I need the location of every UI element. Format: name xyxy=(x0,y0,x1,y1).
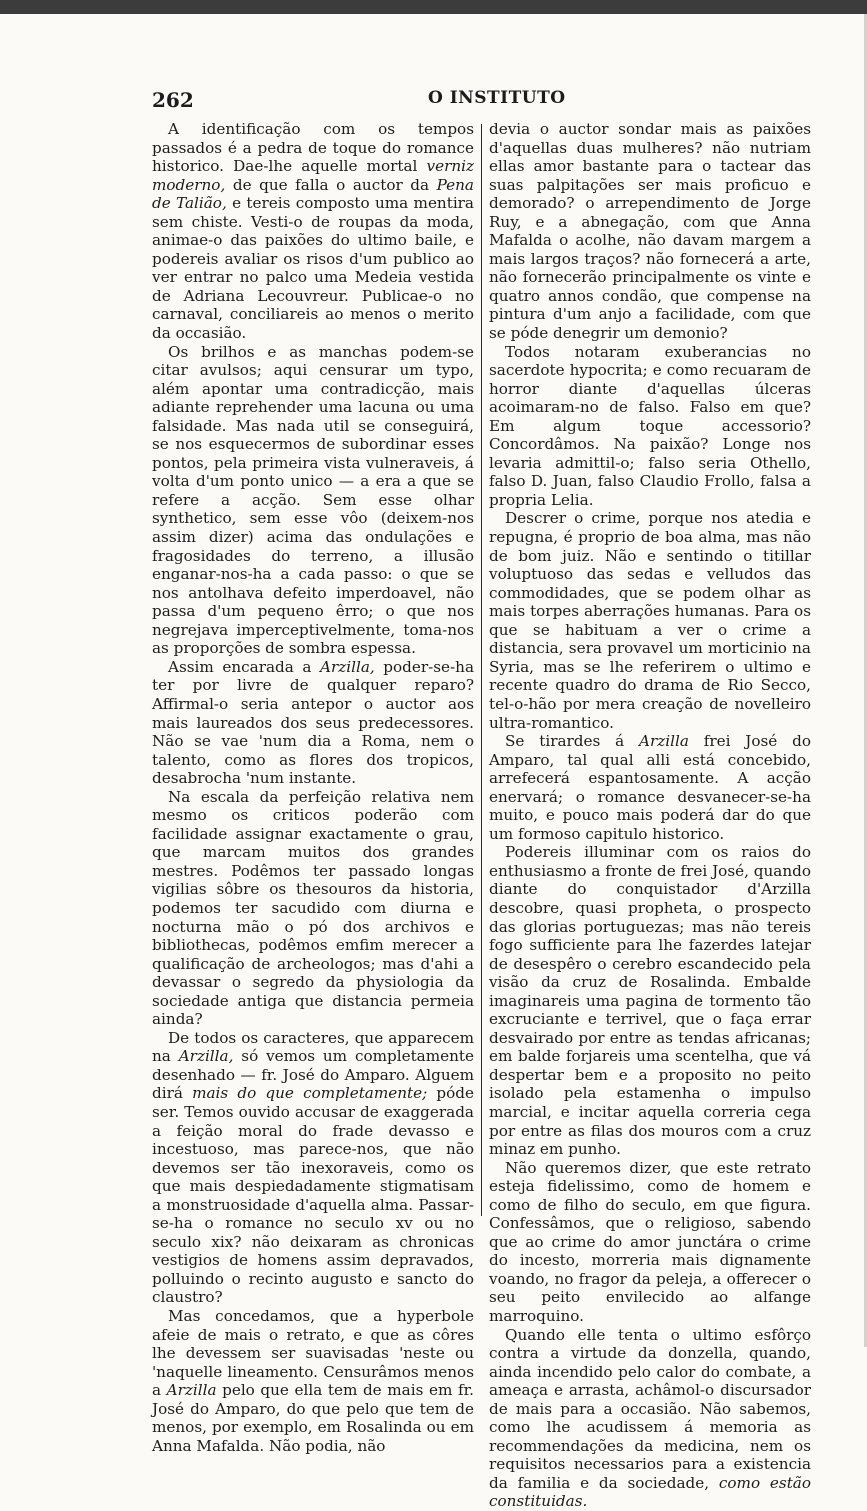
italic-text: verniz moderno, xyxy=(152,157,474,194)
paragraph-text: devia o auctor sondar mais as paixões d'aquellas duas mulheres? não nutriam ellas amor bastante para o tactear das suas palpitações ser mais proficuo e demorado? o arrependimento de Jorge Ruy, e a abnegação, com que Anna Mafalda o acolhe, não davam margem a mais largos traços? não fornecerá a arte, não fornecerão principalmente os vinte e quatro annos condão, que compense na pintura d'um anjo a facilidade, com que se póde denegrir um demonio? xyxy=(489,120,811,343)
page-number: 262 xyxy=(152,88,194,112)
paragraph-text: pelo que ella tem de mais em fr. José do Amparo, do que pelo que tem de menos, por exemplo, em Rosalinda ou em Anna Mafalda. Não podia, não xyxy=(152,1381,474,1455)
paragraph-text: póde ser. Temos ouvido accusar de exaggerada a feição moral do frade devasso e incestuoso, mas parece-nos, que não devemos ser tão inexoraveis, como os que mais despiedadamente stigmatisam a monstruosidade d'aquella alma. Passar-se-ha o romance no seculo xv ou no seculo xix? não deixaram as chronicas vestigios de homens assim depravados, polluindo o recinto augusto e sancto do claustro? xyxy=(152,1084,474,1307)
italic-text: como estão constituidas. xyxy=(489,1473,811,1511)
paragraph xyxy=(152,788,474,1029)
paragraph xyxy=(152,658,474,788)
paragraph-text: Assim encarada a xyxy=(168,657,321,676)
running-title: O INSTITUTO xyxy=(428,88,566,108)
paragraph-text: A identificação com os tempos passados é a pedra de toque do romance historico. Dae-lhe aquelle mortal xyxy=(152,120,474,176)
italic-text: Arzilla, xyxy=(178,1047,234,1066)
paragraph-text: Os brilhos e as manchas podem-se citar avulsos; aqui censurar um typo, além apontar uma contradicção, mais adiante reprehender uma lacuna ou uma falsidade. Mas nada util se conseguirá, se nos esquecermos de subordinar esses pontos, pela primeira vista vulneraveis, á volta d'um ponto unico — a era a que se refere a acção. Sem esse olhar synthetico, sem esse vôo (deixem-nos assim dizer) acima das ondulações e fragosidades do terreno, a illusão enganar-nos-ha a cada passo: o que se nos antolhava defeito imperdoavel, não passa d'um pequeno êrro; o que nos negrejava imperceptivelmente, toma-nos as proporções de sombra espessa. xyxy=(152,342,474,658)
italic-text: Arzilla xyxy=(639,732,689,751)
paragraph-text: Todos notaram exuberancias no sacerdote hypocrita; e como recuaram de horror diante d'aquellas úlceras acoimaram-no de falso. Falso em que? Em algum toque accessorio? Concordâmos. Na paixão? Longe nos levaria admittil-o; falso seria Othello, falso D. Juan, falso Claudio Frollo, falsa a propria Lelia. xyxy=(489,342,811,509)
paragraph xyxy=(152,120,474,343)
paragraph-text: Quando elle tenta o ultimo esfôrço contra a virtude da donzella, quando, ainda incendido pelo calor do combate, a ameaça e arrasta, achâmol-o discursador de mais para a occasião. Não sabemos, como lhe acudissem á memoria as recommendações da medicina, nem os requisitos necessarios para a existencia da familia e da sociedade, xyxy=(489,1325,811,1492)
paragraph-text: de que falla o auctor da xyxy=(225,175,437,194)
paragraph xyxy=(152,1029,474,1307)
paragraph-text: Descrer o crime, porque nos atedia e repugna, é proprio de boa alma, mas não de bom juiz. Não e sentindo o titillar voluptuoso das sedas e velludos das commodidades, que se podem olhar as mais torpes aberrações humanas. Para os que se habituam a ver o crime a distancia, sera provavel um morticinio na Syria, mas se lhe referirem o ultimo e recente quadro do drama de Rio Secco, tel-o-hão por mera creação de novelleiro ultra-romantico. xyxy=(489,509,811,732)
paragraph-text: e tereis composto uma mentira sem chiste. Vesti-o de roupas da moda, animae-o das paixões do ultimo baile, e podereis avaliar os risos d'um publico ao ver entrar no palco uma Medeia vestida de Adriana Lecouvreur. Publicae-o no carnaval, conciliareis ao menos o merito da occasião. xyxy=(152,194,474,343)
paragraph xyxy=(489,343,811,510)
italic-text: Arzilla, xyxy=(320,657,375,676)
italic-text: mais do que completamente; xyxy=(192,1084,428,1103)
paragraph-text: Não queremos dizer, que este retrato esteja fidelissimo, como de homem e como de filho do seculo, em que figura. Confessâmos, que o religioso, sabendo que ao crime do amor junctára o crime do incesto, morreria mais dignamente voando, no fragor da peleja, a offerecer o seu peito envilecido ao alfange marroquino. xyxy=(489,1158,811,1325)
paragraph xyxy=(152,343,474,658)
left-column xyxy=(152,120,474,1455)
paragraph-text: Podereis illuminar com os raios do enthusiasmo a fronte de frei José, quando diante do conquistador d'Arzilla descobre, quasi propheta, o prospecto das glorias portuguezas; mas não tereis fogo sufficiente para lhe fazerdes latejar de desespêro o cerebro escandecido pela visão da cruz de Rosalinda. Embalde imaginareis uma pagina de tormento tão excruciante e terrivel, que o faça errar desvairado por entre as tendas africanas; em balde forjareis uma scentelha, que vá despertar bem e a proposito no peito isolado pela estamenha o impulso marcial, e incitar aquella correria cega por entre as filas dos mouros com a cruz minaz em punho. xyxy=(489,843,811,1159)
paragraph xyxy=(489,120,811,343)
paragraph xyxy=(489,1159,811,1326)
paragraph-text: só vemos um completamente desenhado — fr. José do Amparo. Alguem dirá xyxy=(152,1047,474,1103)
paragraph xyxy=(152,1307,474,1455)
column-divider xyxy=(481,124,482,1216)
paragraph xyxy=(489,509,811,732)
paragraph-text: De todos os caracteres, que apparecem na xyxy=(152,1028,474,1066)
paragraph-text: poder-se-ha ter por livre de qualquer reparo? Affirmal-o seria antepor o auctor aos mais laureados dos seus predecessores. Não se vae 'num dia a Roma, nem o talento, como as flores dos tropicos, desabrocha 'num instante. xyxy=(152,657,474,788)
paragraph-text: Se tirardes á xyxy=(505,732,640,751)
paragraph xyxy=(489,843,811,1158)
paragraph xyxy=(489,732,811,843)
scan-top-border xyxy=(0,0,867,14)
right-column xyxy=(489,120,811,1511)
paragraph-text: Na escala da perfeição relativa nem mesmo os criticos poderão com facilidade assignar exactamente o grau, que marcam muitos dos grandes mestres. Podêmos ter passado longas vigilias sôbre os thesouros da historia, podemos ter sacudido com diurna e nocturna mão o pó dos archivos e bibliothecas, podêmos emfim merecer a qualificação de archeologos; mas d'ahi a devassar o segredo da physiologia da sociedade antiga que distancia permeia ainda? xyxy=(152,787,474,1029)
paragraph xyxy=(489,1326,811,1511)
italic-text: Arzilla xyxy=(166,1381,217,1400)
italic-text: Pena de Talião, xyxy=(152,175,474,213)
paragraph-text: Mas concedamos, que a hyperbole afeie de mais o retrato, e que as côres lhe devessem ser suavisadas 'neste ou 'naquelle lineamento. Censurâmos menos a xyxy=(152,1307,474,1400)
paragraph-text: frei José do Amparo, tal qual alli está concebido, arrefecerá espantosamente. A acção enervará; o romance desvanecer-se-ha muito, e pouco mais poderá dar do que um formoso capitulo historico. xyxy=(489,732,811,843)
